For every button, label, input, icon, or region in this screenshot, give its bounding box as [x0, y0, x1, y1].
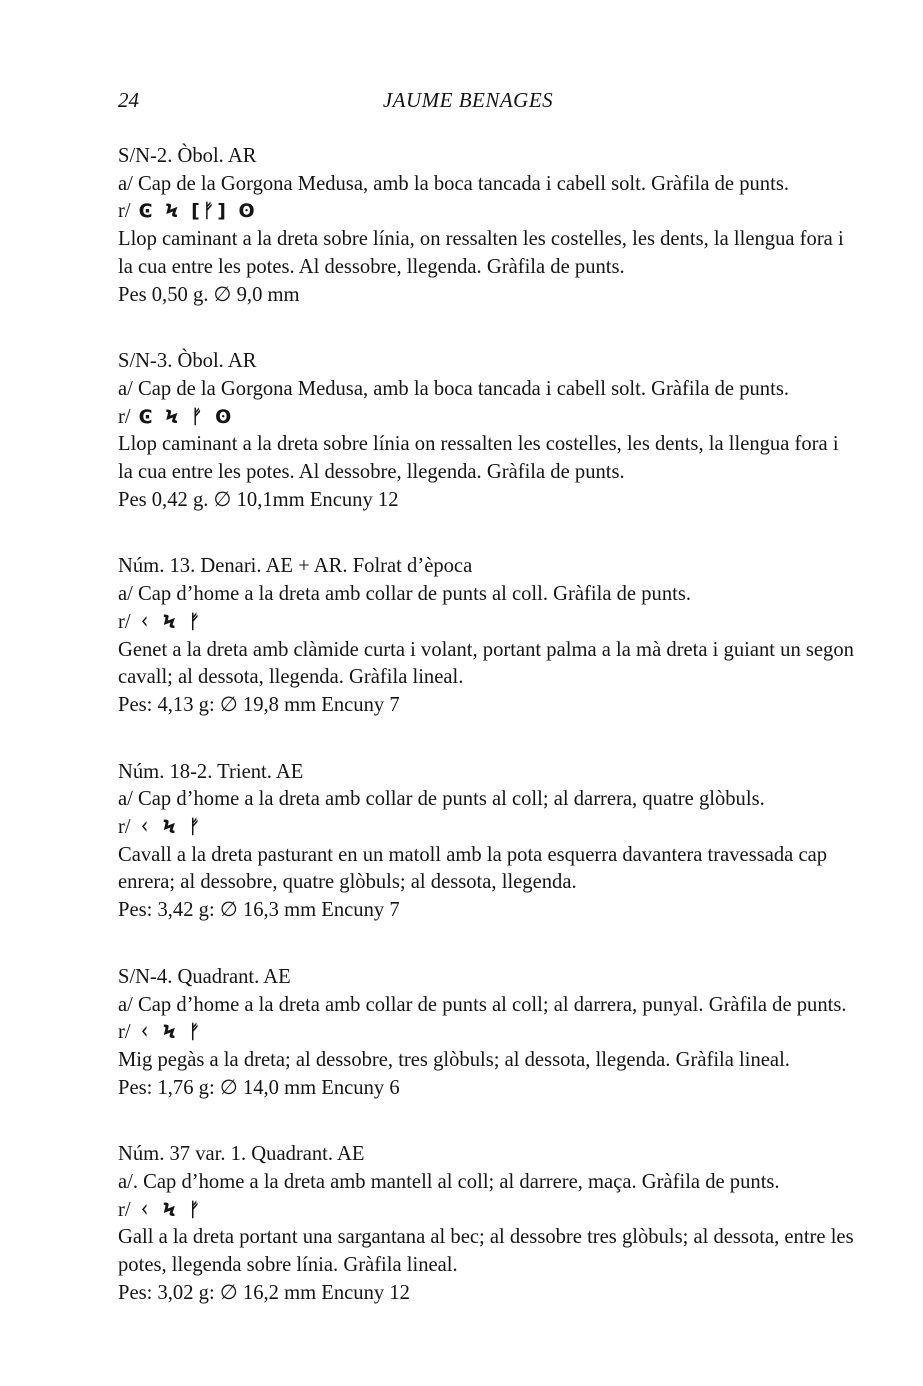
entry-description: Llop caminant a la dreta sobre línia, on ressalten les costelles, les dents, la llengua fora i la cua entre les potes. Al dessobre, llegenda. Gràfila de punts. [118, 228, 844, 278]
entry-measurements: Pes: 4,13 g: ∅ 19,8 mm Encuny 7 [118, 693, 400, 716]
entry-obverse: a/ Cap de la Gorgona Medusa, amb la boca tancada i cabell solt. Gràfila de punts. [118, 172, 789, 195]
entry-obverse: a/. Cap d’home a la dreta amb mantell al coll; al darrere, maça. Gràfila de punts. [118, 1171, 780, 1194]
running-title: JAUME BENAGES [382, 88, 554, 112]
entry-title: Núm. 18-2. Trient. AE [118, 760, 304, 783]
page-header [118, 88, 818, 118]
iberian-legend: Ͼ Ϟ ᚠ ʘ [138, 405, 235, 428]
page-number: 24 [118, 88, 139, 112]
reverse-prefix: r/ [118, 200, 131, 223]
entry-reverse-legend [118, 1197, 858, 1225]
entry-reverse-legend [118, 609, 858, 637]
entry-obverse: a/ Cap d’home a la dreta amb collar de punts al coll. Gràfila de punts. [118, 583, 691, 606]
catalog-entry [118, 1141, 858, 1307]
entry-description: Mig pegàs a la dreta; al dessobre, tres glòbuls; al dessota, llegenda. Gràfila lineal. [118, 1048, 790, 1071]
entry-measurements: Pes 0,50 g. ∅ 9,0 mm [118, 283, 300, 306]
entry-title: Núm. 13. Denari. AE + AR. Folrat d’època [118, 555, 473, 578]
entry-title: Núm. 37 var. 1. Quadrant. AE [118, 1143, 365, 1166]
iberian-legend: ᚲ Ϟ ᚠ [138, 1198, 203, 1221]
catalog-entry [118, 964, 858, 1103]
entry-reverse-legend [118, 404, 858, 432]
entry-description: Llop caminant a la dreta sobre línia on ressalten les costelles, les dents, la llengua fora i la cua entre les potes. Al dessobre, llegenda. Gràfila de punts. [118, 433, 839, 483]
entry-reverse-legend [118, 1019, 858, 1047]
catalog-entry [118, 143, 858, 309]
entry-title: S/N-2. Òbol. AR [118, 145, 257, 167]
iberian-legend: ᚲ Ϟ ᚠ [138, 610, 203, 633]
iberian-legend: ᚲ Ϟ ᚠ [138, 1021, 203, 1044]
entry-obverse: a/ Cap d’home a la dreta amb collar de punts al coll; al darrera, quatre glòbuls. [118, 788, 765, 811]
reverse-prefix: r/ [118, 610, 131, 633]
entry-measurements: Pes: 1,76 g: ∅ 14,0 mm Encuny 6 [118, 1076, 400, 1099]
entry-measurements: Pes: 3,42 g: ∅ 16,3 mm Encuny 7 [118, 899, 400, 922]
entry-reverse-legend [118, 814, 858, 842]
entry-obverse: a/ Cap d’home a la dreta amb collar de punts al coll; al darrera, punyal. Gràfila de punts. [118, 993, 847, 1016]
entry-description: Gall a la dreta portant una sargantana al bec; al dessobre tres glòbuls; al dessota, entre les potes, llegenda sobre línia. Gràfila lineal. [118, 1226, 854, 1277]
catalog-entry [118, 553, 858, 719]
entry-measurements: Pes 0,42 g. ∅ 10,1mm Encuny 12 [118, 488, 399, 511]
reverse-prefix: r/ [118, 1021, 131, 1044]
reverse-prefix: r/ [118, 405, 131, 428]
entry-description: Genet a la dreta amb clàmide curta i volant, portant palma a la mà dreta i guiant un segon cavall; al dessota, llegenda. Gràfila lineal. [118, 638, 854, 689]
iberian-legend: Ͼ Ϟ [ᚠ] ʘ [138, 200, 258, 223]
reverse-prefix: r/ [118, 1198, 131, 1221]
entry-title: S/N-3. Òbol. AR [118, 350, 257, 373]
entry-reverse-legend [118, 198, 858, 226]
catalog-content [118, 143, 858, 1347]
catalog-entry [118, 348, 858, 514]
entry-description: Cavall a la dreta pasturant en un matoll amb la pota esquerra davantera travessada cap enrera; al dessobre, quatre glòbuls; al dessota, llegenda. [118, 843, 828, 894]
entry-title: S/N-4. Quadrant. AE [118, 965, 291, 988]
catalog-entry [118, 759, 858, 925]
entry-measurements: Pes: 3,02 g: ∅ 16,2 mm Encuny 12 [118, 1281, 410, 1304]
iberian-legend: ᚲ Ϟ ᚠ [138, 816, 203, 839]
entry-obverse: a/ Cap de la Gorgona Medusa, amb la boca tancada i cabell solt. Gràfila de punts. [118, 377, 789, 400]
reverse-prefix: r/ [118, 816, 131, 839]
